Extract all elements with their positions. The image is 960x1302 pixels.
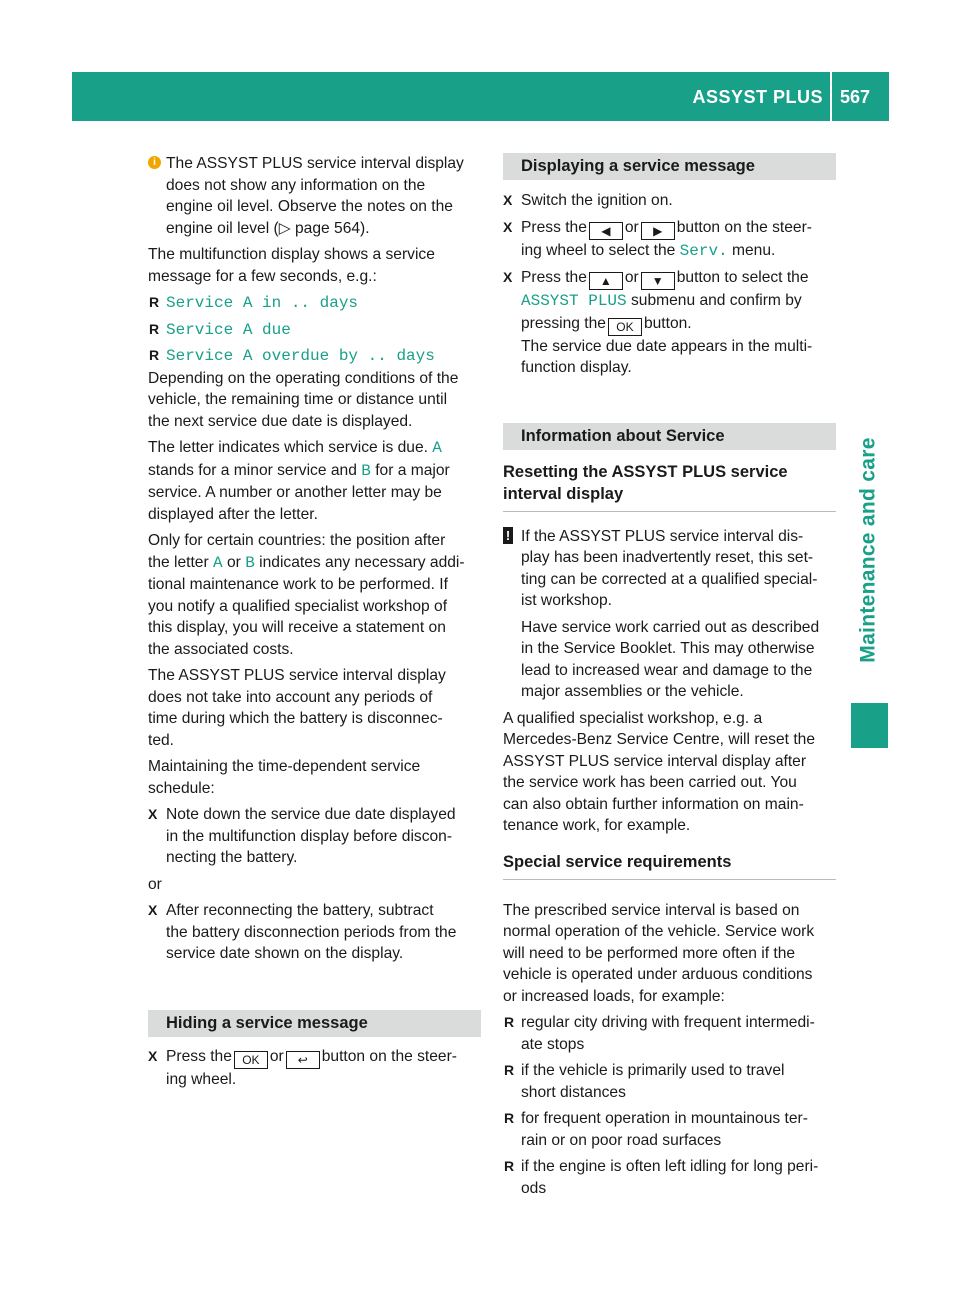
step-arrow-icon: X <box>503 269 513 285</box>
display-section-title: Displaying a service message <box>503 153 836 180</box>
header-separator <box>830 72 832 121</box>
right-column <box>503 153 836 1199</box>
right-key-icon: ▶ <box>641 222 675 240</box>
step-arrow-icon: X <box>148 806 158 822</box>
condition-item: R regular city driving with frequent intermedi- ate stops <box>504 1014 815 1053</box>
up-key-icon: ▲ <box>589 272 623 290</box>
service-a-code: A <box>432 439 442 457</box>
warning-icon: ! <box>503 527 513 544</box>
condition-item: R if the vehicle is primarily used to travel short distances <box>504 1062 785 1101</box>
condition-item: R if the engine is often left idling for long peri- ods <box>504 1158 819 1197</box>
countries-paragraph: Only for certain countries: the position after the letter A or B indicates any necessary addi- tional maintenance work to be performed. If you notify a qualified specialist workshop of this display, you will receive a statement on the associated costs. <box>148 532 465 658</box>
serv-menu-name: Serv. <box>679 241 728 260</box>
condition-item: R for frequent operation in mountainous ter- rain or on poor road surfaces <box>504 1110 808 1149</box>
reset-subheading: Resetting the ASSYST PLUS service interval display <box>503 461 836 512</box>
step-select-serv: X Press the ◀ or ▶ button on the steer- ing wheel to select the Serv. menu. <box>503 218 812 260</box>
back-key-icon: ↩ <box>286 1051 320 1069</box>
message-item: R Service A in .. days <box>149 294 359 312</box>
bullet-icon: R <box>149 320 160 337</box>
info-note: i The ASSYST PLUS service interval display does not show any information on the engine oil level. Observe the notes on the engine oil level (▷ page 564). <box>148 153 481 239</box>
ok-key-icon: OK <box>608 318 642 336</box>
qualified-paragraph: A qualified specialist workshop, e.g. a Mercedes-Benz Service Centre, will reset the ASSYST PLUS service interval display after the service work has been carried out. You can also obtain further information on main- tenance work, for example. <box>503 709 815 834</box>
bullet-icon: R <box>149 294 160 310</box>
step-arrow-icon: X <box>503 192 513 208</box>
warning-note: ! If the ASSYST PLUS service interval dis- play has been inadvertently reset, this set- ting can be corrected at a qualified special- ist workshop. Have service work carried out as described in the Service Booklet. This may otherwise lead to increased wear and damage to the major assemblies or the vehicle. <box>503 526 836 703</box>
maintaining-paragraph: Maintaining the time-dependent service schedule: <box>148 758 421 797</box>
battery-paragraph: The ASSYST PLUS service interval display does not take into account any periods of time during which the battery is disconnec- ted. <box>148 667 446 749</box>
step-arrow-icon: X <box>148 1047 158 1064</box>
page-number: 567 <box>840 87 871 107</box>
intro-paragraph: The multifunction display shows a service message for a few seconds, e.g.: <box>148 246 435 285</box>
step-hide-message: X Press the OK or ↩ button on the steer- ing wheel. <box>148 1047 457 1088</box>
header-title: ASSYST PLUS <box>692 87 823 107</box>
step-note-down: X Note down the service due date displayed in the multifunction display before discon- necting the battery. <box>148 806 456 866</box>
letter-paragraph: The letter indicates which service is due. A stands for a minor service and B for a major service. A number or another letter may be displayed after the letter. <box>148 439 450 523</box>
ok-key-icon: OK <box>234 1051 268 1069</box>
bullet-icon: R <box>504 1062 515 1078</box>
assyst-plus-menu-name: ASSYST PLUS <box>521 292 627 310</box>
down-key-icon: ▼ <box>641 272 675 290</box>
left-column <box>148 153 481 1090</box>
step-ignition: X Switch the ignition on. <box>503 190 836 212</box>
left-key-icon: ◀ <box>589 222 623 240</box>
side-tab-label: Maintenance and care <box>856 437 880 663</box>
message-item: R Service A due <box>149 320 291 339</box>
step-arrow-icon: X <box>148 902 158 918</box>
depending-paragraph: Depending on the operating conditions of the vehicle, the remaining time or distance until the next service due date is displayed. <box>148 369 459 430</box>
special-subheading: Special service requirements <box>503 851 836 880</box>
info-section-title: Information about Service <box>503 423 836 450</box>
hiding-section-title: Hiding a service message <box>148 1010 481 1037</box>
bullet-icon: R <box>504 1014 515 1030</box>
message-item: R Service A overdue by .. days <box>149 347 435 365</box>
or-text: or <box>148 875 162 893</box>
prescribed-paragraph: The prescribed service interval is based on normal operation of the vehicle. Service work will need to be performed more often if the vehicle is operated under arduous conditions or increased loads, for example: <box>503 901 815 1005</box>
bullet-icon: R <box>504 1110 515 1126</box>
step-after-reconnect: X After reconnecting the battery, subtract the battery disconnection periods from the service date shown on the display. <box>148 902 457 962</box>
bullet-icon: R <box>504 1158 515 1174</box>
bullet-icon: R <box>149 347 160 363</box>
side-tab-marker <box>851 703 888 748</box>
step-arrow-icon: X <box>503 218 513 235</box>
service-b-code: B <box>361 461 371 480</box>
info-icon: i <box>148 156 161 169</box>
step-select-assyst: X Press the ▲ or ▼ button to select the ASSYST PLUS submenu and confirm by pressing the OK button. The service due date appears in the multi- function display. <box>503 269 813 376</box>
